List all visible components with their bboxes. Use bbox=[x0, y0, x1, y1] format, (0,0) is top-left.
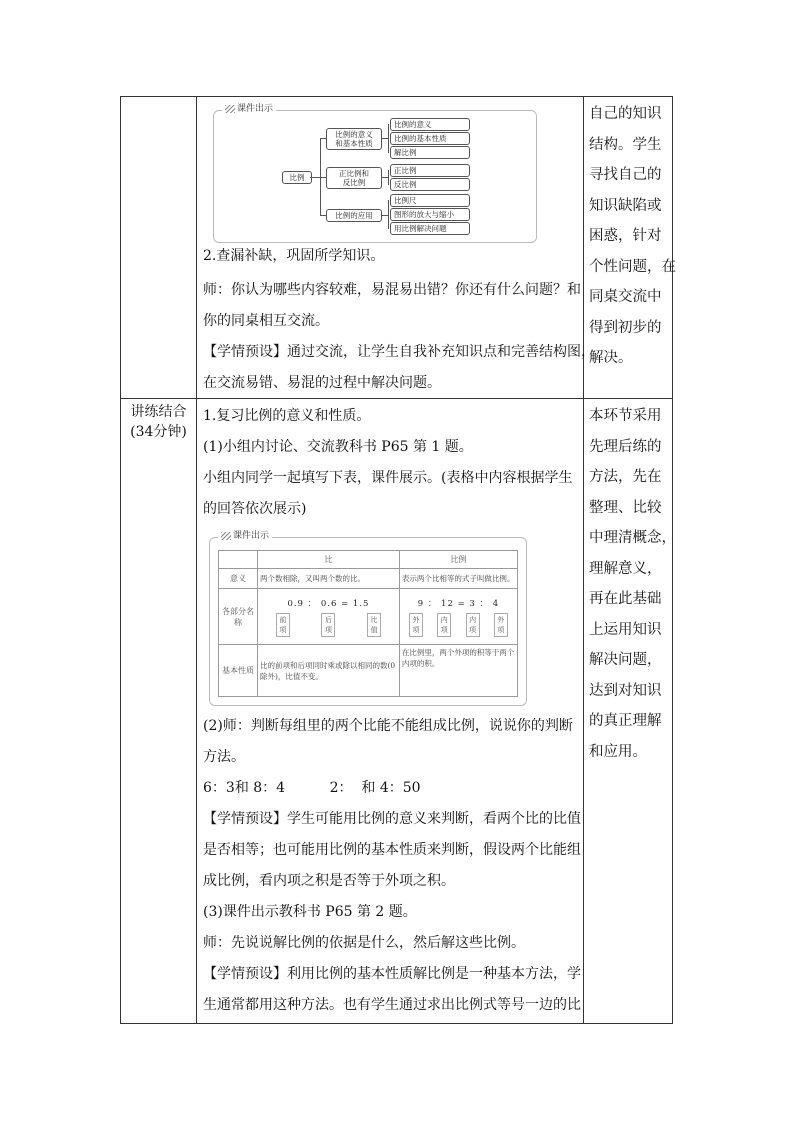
text-line: (1)小组内讨论、交流教科书 P65 第 1 题。 bbox=[203, 439, 473, 455]
text-line: 2.查漏补缺，巩固所学知识。 bbox=[203, 248, 385, 264]
stage-duration: (34分钟) bbox=[130, 424, 187, 440]
side-note-line: 再在此基础 bbox=[589, 591, 662, 607]
tab-stripe-icon bbox=[225, 105, 235, 113]
side-note-line: 解决问题， bbox=[589, 652, 662, 668]
stage-label: 讲练结合 bbox=[130, 404, 187, 420]
text-line: 方法。 bbox=[203, 749, 245, 765]
row-label: 各部分名称 bbox=[219, 589, 258, 645]
table-header: 比例 bbox=[399, 551, 517, 569]
table-cell: 表示两个比相等的式子叫做比例。 bbox=[399, 569, 517, 589]
side-note-line: 的真正理解 bbox=[589, 713, 662, 729]
text-line: 你的同桌相互交流。 bbox=[203, 313, 329, 329]
table-cell: 比的前项和后项同时乘或除以相同的数(0除外)，比值不变。 bbox=[258, 645, 400, 697]
mindmap-leaf: 比例的意义 bbox=[390, 118, 470, 131]
mindmap-leaf: 比例尺 bbox=[390, 194, 470, 207]
connector bbox=[388, 200, 389, 229]
side-note-line: 整理、比较 bbox=[589, 499, 662, 516]
text-line: 【学情预设】利用比例的基本性质解比例是一种基本方法，学 bbox=[203, 966, 581, 982]
text-line: 的回答依次展示) bbox=[203, 501, 307, 517]
courseware-tab bbox=[218, 529, 272, 543]
text-line: 师：你认为哪些内容较难，易混易出错？你还有什么问题？和 bbox=[203, 282, 581, 298]
mindmap-leaf: 比例的基本性质 bbox=[390, 132, 470, 145]
term-labels bbox=[260, 613, 397, 637]
text-line: (3)课件出示教科书 P65 第 2 题。 bbox=[203, 904, 417, 920]
table-header: 比 bbox=[258, 551, 400, 569]
connector bbox=[388, 170, 389, 185]
mindmap-leaf: 正比例 bbox=[390, 164, 470, 177]
term-label: 内项 bbox=[466, 613, 480, 637]
courseware-mindmap bbox=[213, 104, 537, 243]
table-cell: 在比例里，两个外项的积等于两个内项的积。 bbox=[399, 645, 517, 697]
text-line: 在交流易错、易混的过程中解决问题。 bbox=[203, 375, 441, 391]
mindmap-branch: 比例的应用 bbox=[326, 209, 382, 222]
table-cell bbox=[258, 589, 400, 645]
courseware-label: 课件出示 bbox=[237, 104, 274, 114]
side-note-line: 自己的知识 bbox=[589, 106, 662, 122]
mindmap-leaf: 用比例解决问题 bbox=[390, 222, 470, 235]
term-label: 后项 bbox=[321, 613, 335, 637]
column-divider bbox=[196, 97, 197, 1023]
side-note-line: 上运用知识 bbox=[589, 621, 662, 638]
term-label: 前项 bbox=[276, 613, 290, 637]
row-label: 基本性质 bbox=[219, 645, 258, 697]
text-line: 【学情预设】学生可能用比例的意义来判断，看两个比的比值 bbox=[203, 811, 581, 827]
text-line: 1.复习比例的意义和性质。 bbox=[203, 408, 371, 424]
courseware-compare bbox=[209, 531, 527, 706]
text-line: 6：3和 8：4 2： 和 4：50 bbox=[203, 780, 421, 796]
term-label: 比值 bbox=[367, 613, 381, 637]
side-note-line: 同桌交流中 bbox=[589, 289, 662, 305]
lesson-plan-table bbox=[120, 96, 676, 1024]
proportion-expression: 9 ： 12 = 3 ： 4 bbox=[417, 598, 500, 609]
term-label: 内项 bbox=[437, 613, 451, 637]
mindmap-leaf: 图形的放大与缩小 bbox=[390, 208, 470, 221]
table-cell bbox=[399, 589, 517, 645]
text-line: 是否相等；也可能用比例的基本性质来判断，假设两个比能组 bbox=[203, 842, 581, 858]
tab-stripe-icon bbox=[221, 532, 231, 540]
connector bbox=[388, 124, 389, 153]
ratio-expression: 0.9 ： 0.6 = 1.5 bbox=[287, 598, 370, 609]
text-line: 师：先说说解比例的依据是什么，然后解这些比例。 bbox=[203, 935, 525, 951]
term-label: 外项 bbox=[494, 613, 508, 637]
side-note-line: 结构。学生 bbox=[589, 136, 662, 153]
side-note-line: 方法，先在 bbox=[589, 469, 662, 485]
side-note-line: 寻找自己的 bbox=[589, 167, 662, 183]
column-divider bbox=[583, 97, 584, 1023]
text-line: 小组内同学一起填写下表，课件展示。(表格中内容根据学生 bbox=[203, 470, 573, 486]
table-cell: 两个数相除，又叫两个数的比。 bbox=[258, 569, 400, 589]
mindmap-root: 比例 bbox=[282, 171, 312, 184]
text-line: 生通常都用这种方法。也有学生通过求出比例式等号一边的比 bbox=[203, 997, 581, 1013]
mindmap-branch: 比例的意义 和基本性质 bbox=[326, 128, 382, 150]
side-note-line: 先理后练的 bbox=[589, 438, 662, 455]
mindmap-leaf: 反比例 bbox=[390, 178, 470, 191]
text-line: 【学情预设】通过交流，让学生自我补充知识点和完善结构图， bbox=[203, 344, 595, 360]
compare-table bbox=[218, 550, 518, 697]
courseware-label: 课件出示 bbox=[233, 531, 270, 541]
side-note-line: 解决。 bbox=[589, 350, 633, 366]
text-line: (2)师：判断每组里的两个比能不能组成比例，说说你的判断 bbox=[203, 718, 573, 734]
side-note-line: 困惑，针对 bbox=[589, 228, 662, 244]
side-note-line: 本环节采用 bbox=[589, 408, 662, 424]
courseware-tab bbox=[222, 102, 276, 116]
table-header bbox=[219, 551, 258, 569]
connector bbox=[310, 177, 320, 178]
side-note-line: 和应用。 bbox=[589, 743, 647, 760]
term-label: 外项 bbox=[409, 613, 423, 637]
side-note-line: 达到对知识 bbox=[589, 682, 662, 699]
side-note bbox=[589, 99, 676, 374]
side-note-line: 知识缺陷或 bbox=[589, 197, 662, 214]
side-note-line: 得到初步的 bbox=[589, 319, 662, 336]
side-note bbox=[589, 401, 676, 767]
side-note-line: 理解意义， bbox=[589, 560, 662, 577]
row-label: 意义 bbox=[219, 569, 258, 589]
mindmap-branch: 正比例和 反比例 bbox=[326, 167, 382, 189]
mindmap-leaf: 解比例 bbox=[390, 146, 470, 159]
side-note-line: 中理清概念， bbox=[589, 530, 676, 546]
text-line: 成比例，看内项之积是否等于外项之积。 bbox=[203, 873, 455, 889]
term-labels bbox=[402, 613, 515, 637]
side-note-line: 个性问题，在 bbox=[589, 258, 676, 275]
